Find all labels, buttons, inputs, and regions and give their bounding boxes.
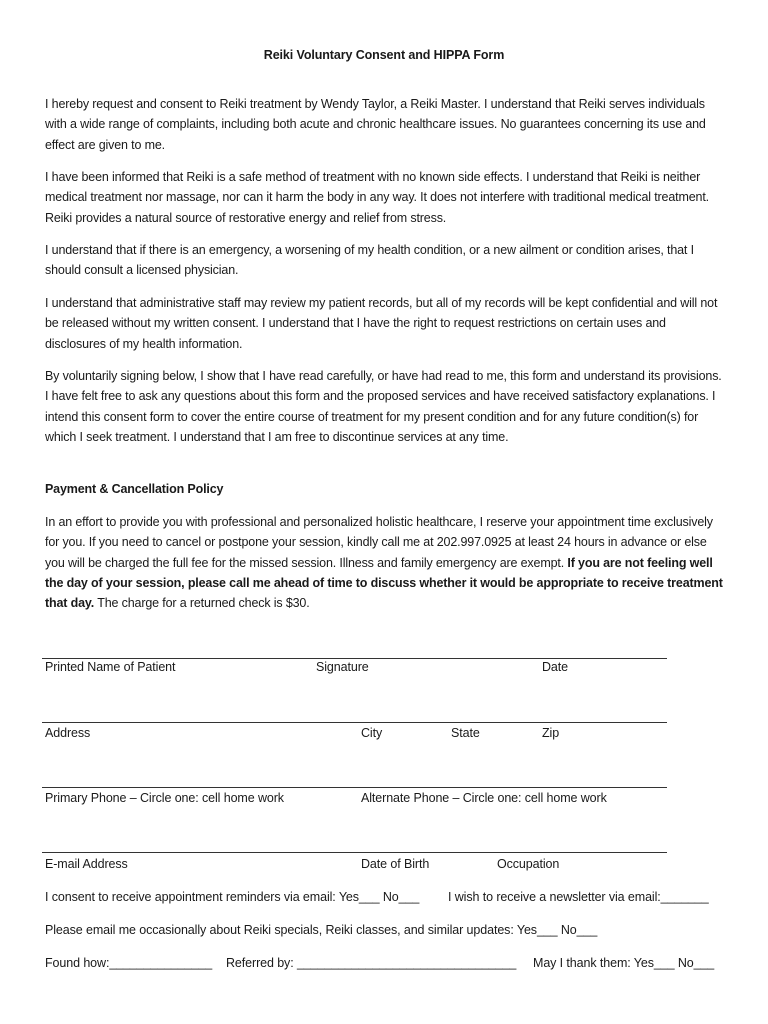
reminders-consent[interactable]: I consent to receive appointment reminders via email: Yes___ No___ [45,890,420,904]
referred-by-field[interactable]: Referred by: ________________________________ [226,956,517,970]
zip-label: Zip [542,726,560,740]
paragraph-records: I understand that administrative staff may review my patient records, but all of my records will be kept confidential and will not be released without my written consent. I understand that I have the right to request restrictions on certain uses and disclosures of my health information. [45,296,718,351]
payment-text-bold: If you are not feeling well the day of your session, please call me ahead of time to discuss whether it would be appropriate to receive treatment that day. [45,555,723,611]
address-label: Address [45,726,91,740]
thank-referrer-field[interactable]: May I thank them: Yes___ No___ [533,956,715,970]
specials-consent[interactable]: Please email me occasionally about Reiki specials, Reiki classes, and similar updates: Yes___ No___ [45,923,598,937]
printed-name-label: Printed Name of Patient [45,660,176,674]
city-label: City [361,726,383,740]
form-title: Reiki Voluntary Consent and HIPPA Form [263,48,505,62]
paragraph-signing: By voluntarily signing below, I show that I have read carefully, or have had read to me, this form and understand its provisions. I have felt free to ask any questions about this form and the proposed services and have received satisfactory explanations. I intend this consent form to cover the entire course of treatment for my present condition and for any future condition(s) for which I seek treatment. I understand that I am free to discontinue services at any time. [45,369,722,444]
found-how-field[interactable]: Found how:_______________ [45,956,213,970]
paragraph-consent: I hereby request and consent to Reiki treatment by Wendy Taylor, a Reiki Master. I understand that Reiki serves individuals with a wide range of complaints, including both acute and chronic healthcare issues. No guarantees concerning its use and effect are given to me. [45,97,706,152]
payment-policy-text [45,512,725,613]
state-label: State [451,726,480,740]
paragraph-emergency: I understand that if there is an emergency, a worsening of my health condition, or a new ailment or condition arises, that I should consult a licensed physician. [45,243,694,278]
payment-heading: Payment & Cancellation Policy [45,482,224,496]
phone-line[interactable] [42,787,667,788]
address-line[interactable] [42,722,667,723]
payment-text-end: The charge for a returned check is $30. [94,596,310,611]
primary-phone-label: Primary Phone – Circle one: cell home work [45,791,284,805]
dob-label: Date of Birth [361,857,430,871]
date-label: Date [542,660,569,674]
name-signature-date-line[interactable] [42,658,667,659]
payment-text-start: In an effort to provide you with professional and personalized holistic healthcare, I reserve your appointment time exclusively for you. If you need to cancel or postpone your session, kindly call me at 202.997.0925 at least 24 hours in advance or else you will be charged the full fee for the missed session. Illness and family emergency are exempt. [45,515,713,570]
alternate-phone-label: Alternate Phone – Circle one: cell home work [361,791,607,805]
occupation-label: Occupation [497,857,560,871]
email-dob-occupation-line[interactable] [42,852,667,853]
newsletter-consent[interactable]: I wish to receive a newsletter via email:_______ [448,890,709,904]
paragraph-safety: I have been informed that Reiki is a safe method of treatment with no known side effects. I understand that Reiki is neither medical treatment nor massage, nor can it harm the body in any way. It does not interfere with traditional medical treatment. Reiki provides a natural source of restorative energy and relief from stress. [45,170,709,225]
signature-label: Signature [316,660,369,674]
email-label: E-mail Address [45,857,128,871]
